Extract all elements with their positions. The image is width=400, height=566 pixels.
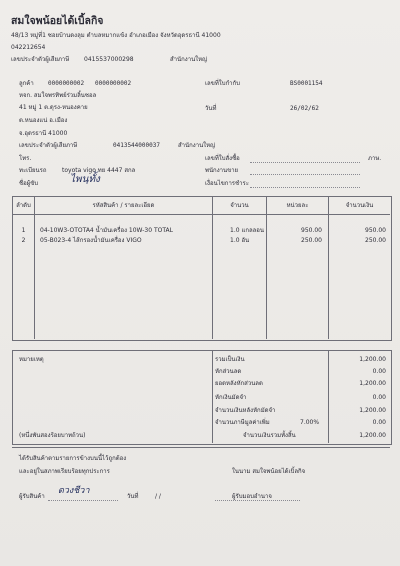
receive-note-1: ได้รับสินค้าตามรายการข้างบนนี้ไว้ถูกต้อง [19,455,127,462]
car-value: toyota vigo ทย 4447 สกล [62,167,136,174]
sales-label: พนักงานขาย [205,167,239,174]
customer-code: 0000000002 [48,80,85,87]
order-label: เลขที่ใบสั่งซื้อ [205,155,240,162]
customer-tax-label: เลขประจำตัวผู้เสียภาษี [19,142,78,149]
total-label: ยอดหลังหักส่วนลด [215,380,263,387]
row-no: 1 [21,227,26,234]
customer-code-label: ลูกค้า [19,80,34,87]
customer-code-2: 0000000002 [95,80,132,87]
vat-rate: 7.00% [300,419,320,426]
receiver-signature: ดวงชีวา [58,486,90,496]
total-value: 0.00 [372,394,386,401]
row-qty: 1.0 แกลลอน [230,227,265,234]
customer-tax-id: 0413544000037 [113,142,160,149]
total-label: หักส่วนลด [215,368,242,375]
total-label: หักเงินมัดจำ [215,394,247,401]
customer-branch: สำนักงานใหญ่ [178,142,216,149]
signer-label: ผู้รับมอบอำนาจ [232,493,272,500]
note-label: หมายเหตุ [19,356,44,363]
customer-name: หจก. สมใจพรทิพย์ร่วมลิ้นซอล [19,92,97,99]
customer-address-1: 41 หมู่ 1 ต.ดุรง-หนองคาย [19,104,88,111]
doc-no-label: เลขที่ใบกำกับ [205,80,240,87]
total-value: 1,200.00 [359,407,386,414]
company-name: สมใจพน้อยได้เบิ้ลกิจ [11,15,104,27]
col-header-amount: จำนวนเงิน [345,202,374,209]
company-tax-label: เลขประจำตัวผู้เสียภาษี [11,56,70,63]
receive-note-2: และอยู่ในสภาพเรียบร้อยทุกประการ [19,468,110,475]
total-label: จำนวนภาษีมูลค่าเพิ่ม [215,419,270,426]
total-value: 1,200.00 [359,380,386,387]
receive-date-label: วันที่ [127,493,139,500]
row-desc: 04-10W3-OTOTA4 น้ำมันเครื่อง 10W-30 TOTAL [40,227,173,234]
col-header-price: หน่วยละ [286,202,309,209]
driver-label: ชื่อผู้ขับ [19,180,39,187]
company-phone: 042212654 [11,44,46,51]
row-amount: 250.00 [365,237,386,244]
doc-no: BS0001154 [290,80,323,87]
row-no: 2 [21,237,26,244]
total-value: 0.00 [372,368,386,375]
items-table [12,196,392,341]
customer-address-2: ต.หนองแน่ อ.เมือง [19,117,68,124]
receiver-label: ผู้รับสินค้า [19,493,45,500]
doc-date-label: วันที่ [205,105,217,112]
total-value: 0.00 [372,419,386,426]
row-price: 250.00 [301,237,322,244]
row-qty: 1.0 อัน [230,237,250,244]
total-label: จำนวนเงินหลังหักมัดจำ [215,407,276,414]
driver-signature: ไพนฺทั้ง [70,174,100,185]
order-value: ภาษ. [368,155,382,162]
row-desc: 05-B023-4 ไส้กรองน้ำมันเครื่อง VIGO [40,237,142,244]
doc-date: 26/02/62 [290,105,319,112]
company-branch: สำนักงานใหญ่ [170,56,208,63]
col-header-desc: รหัสสินค้า / รายละเอียด [92,202,155,209]
total-value: 1,200.00 [359,356,386,363]
total-label: จำนวนเงินรวมทั้งสิ้น [243,432,296,439]
term-label: เงื่อนไขการชำระ [205,180,249,187]
amount-in-words: (หนึ่งพันสองร้อยบาทถ้วน) [19,432,86,439]
col-header-no: ลำดับ [16,202,31,209]
row-price: 950.00 [301,227,322,234]
col-header-qty: จำนวน [230,202,249,209]
receive-date-value: / / [155,493,161,500]
car-label: ทะเบียนรถ [19,167,47,174]
customer-address-3: จ.อุดรธานี 41000 [19,130,68,137]
company-tax-id: 0415537000298 [84,56,134,63]
company-sign-label: ในนาม สมใจพน้อยได้เบิ้ลกิจ [232,468,306,475]
customer-phone-label: โทร. [19,155,32,162]
row-amount: 950.00 [365,227,386,234]
total-label: รวมเป็นเงิน [215,356,245,363]
company-address: 48/13 หมู่ที่1 ซอยบ้านดงลุม ตำบลหมากแข้ง อำเภอเมือง จังหวัดอุดรธานี 41000 [11,32,221,39]
total-value: 1,200.00 [359,432,386,439]
